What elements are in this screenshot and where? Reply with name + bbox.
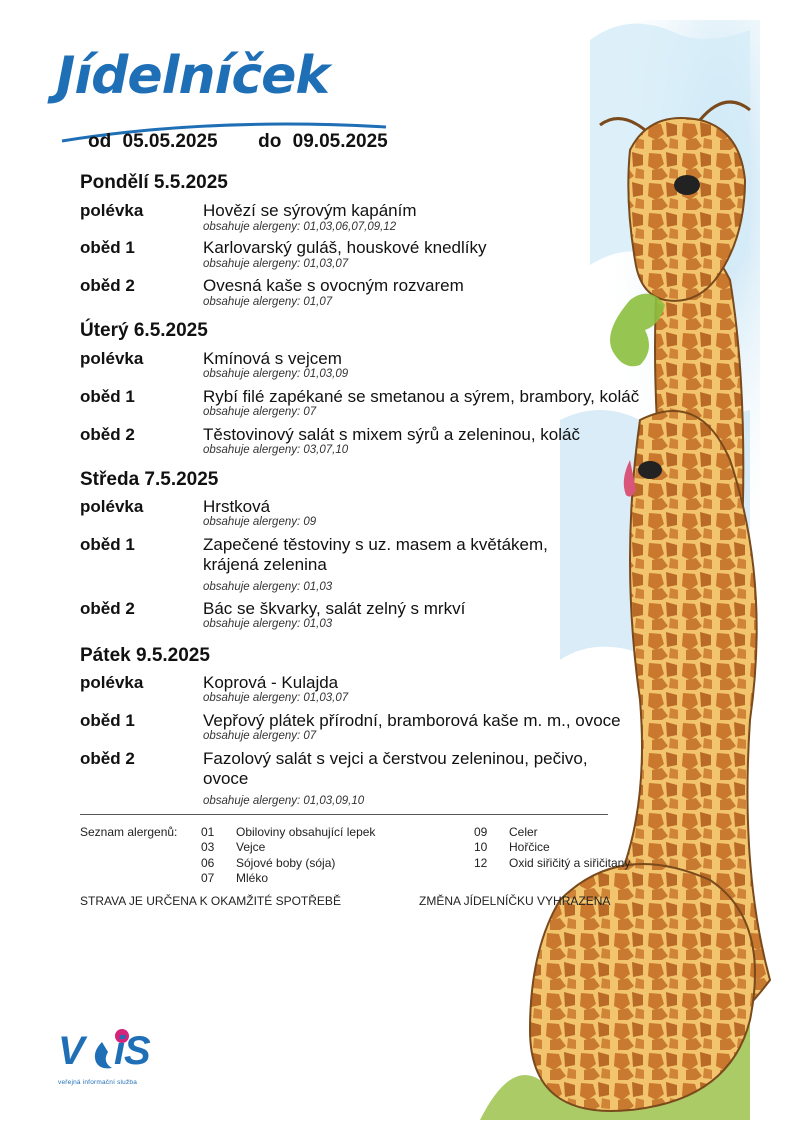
meal-dish: Rybí filé zapékané se smetanou a sýrem, brambory, koláč — [203, 387, 640, 406]
meal-category: oběd 2 — [80, 425, 135, 444]
meal-dish: Hrstková — [203, 497, 271, 516]
allergen-code: 09 — [474, 825, 488, 839]
allergen-name: Obiloviny obsahující lepek — [236, 825, 376, 839]
allergen-code: 03 — [201, 840, 215, 854]
vis-logo-mark — [58, 1028, 168, 1078]
allergen-name: Celer — [509, 825, 538, 839]
allergen-name: Hořčice — [509, 840, 550, 854]
meal-category: oběd 1 — [80, 238, 135, 257]
to-date: 09.05.2025 — [292, 131, 388, 152]
meal-allergens: obsahuje alergeny: 01,03,09 — [203, 368, 349, 380]
meal-dish-line2: ovoce — [203, 769, 249, 788]
meal-allergens: obsahuje alergeny: 01,03 — [203, 581, 333, 593]
allergen-code: 12 — [474, 856, 488, 870]
vis-tagline: veřejná informační služba — [58, 1079, 138, 1086]
meal-category: polévka — [80, 673, 144, 692]
meal-category: oběd 1 — [80, 387, 135, 406]
meal-dish: Fazolový salát s vejci a čerstvou zeleninou, pečivo, — [203, 749, 588, 768]
meal-dish: Koprová - Kulajda — [203, 673, 339, 692]
from-label: od — [88, 131, 112, 152]
meal-allergens: obsahuje alergeny: 09 — [203, 516, 317, 528]
svg-text:S: S — [124, 1029, 151, 1073]
meal-category: oběd 2 — [80, 749, 135, 768]
meal-allergens: obsahuje alergeny: 01,03,07 — [203, 258, 349, 270]
meal-dish: Vepřový plátek přírodní, bramborová kaše m. m., ovoce — [203, 711, 621, 730]
meal-dish: Karlovarský guláš, houskové knedlíky — [203, 238, 487, 257]
day-heading: Úterý 6.5.2025 — [80, 320, 208, 341]
allergen-code: 06 — [201, 856, 215, 870]
day-heading: Středa 7.5.2025 — [80, 469, 219, 490]
day-heading: Pondělí 5.5.2025 — [80, 172, 228, 193]
allergen-name: Vejce — [236, 840, 266, 854]
footer-note-changes: ZMĚNA JÍDELNÍČKU VYHRAZENA — [419, 894, 611, 908]
meal-allergens: obsahuje alergeny: 01,03,06,07,09,12 — [203, 221, 397, 233]
meal-category: oběd 2 — [80, 276, 135, 295]
meal-dish: Bác se škvarky, salát zelný s mrkví — [203, 599, 466, 618]
meal-allergens: obsahuje alergeny: 01,07 — [203, 296, 333, 308]
meal-dish: Zapečené těstoviny s uz. masem a květákem, — [203, 535, 548, 554]
allergen-code: 07 — [201, 871, 215, 885]
allergen-name: Mléko — [236, 871, 269, 885]
meal-dish: Ovesná kaše s ovocným rozvarem — [203, 276, 464, 295]
giraffe-eye-1 — [674, 175, 700, 195]
date-range — [88, 131, 394, 153]
allergen-list-label: Seznam alergenů: — [80, 825, 178, 839]
footer-note-consumption: STRAVA JE URČENA K OKAMŽITÉ SPOTŘEBĚ — [80, 894, 341, 908]
giraffe-eye-2 — [638, 461, 662, 479]
meal-allergens: obsahuje alergeny: 01,03,09,10 — [203, 795, 365, 807]
meal-category: polévka — [80, 497, 144, 516]
svg-text:V: V — [58, 1029, 85, 1073]
meal-dish: Těstovinový salát s mixem sýrů a zeleninou, koláč — [203, 425, 580, 444]
allergen-name: Sójové boby (sója) — [236, 856, 336, 870]
allergen-code: 01 — [201, 825, 215, 839]
svg-text:i: i — [114, 1029, 126, 1073]
meal-allergens: obsahuje alergeny: 01,03 — [203, 618, 333, 630]
day-heading: Pátek 9.5.2025 — [80, 645, 210, 666]
meal-category: polévka — [80, 349, 144, 368]
meal-category: oběd 2 — [80, 599, 135, 618]
allergen-name: Oxid siřičitý a siřičitany — [509, 856, 631, 870]
meal-allergens: obsahuje alergeny: 07 — [203, 730, 317, 742]
meal-allergens: obsahuje alergeny: 03,07,10 — [203, 444, 349, 456]
meal-allergens: obsahuje alergeny: 07 — [203, 406, 317, 418]
from-date: 05.05.2025 — [122, 131, 218, 152]
vis-logo — [58, 1028, 168, 1086]
meal-category: polévka — [80, 201, 144, 220]
meal-allergens: obsahuje alergeny: 01,03,07 — [203, 692, 349, 704]
meal-category: oběd 1 — [80, 711, 135, 730]
allergen-code: 10 — [474, 840, 488, 854]
page-title: Jídelníček — [56, 46, 330, 106]
to-label: do — [258, 131, 282, 152]
meal-dish: Kmínová s vejcem — [203, 349, 342, 368]
meal-dish-line2: krájená zelenina — [203, 555, 327, 574]
meal-category: oběd 1 — [80, 535, 135, 554]
divider — [80, 814, 608, 815]
meal-dish: Hovězí se sýrovým kapáním — [203, 201, 417, 220]
